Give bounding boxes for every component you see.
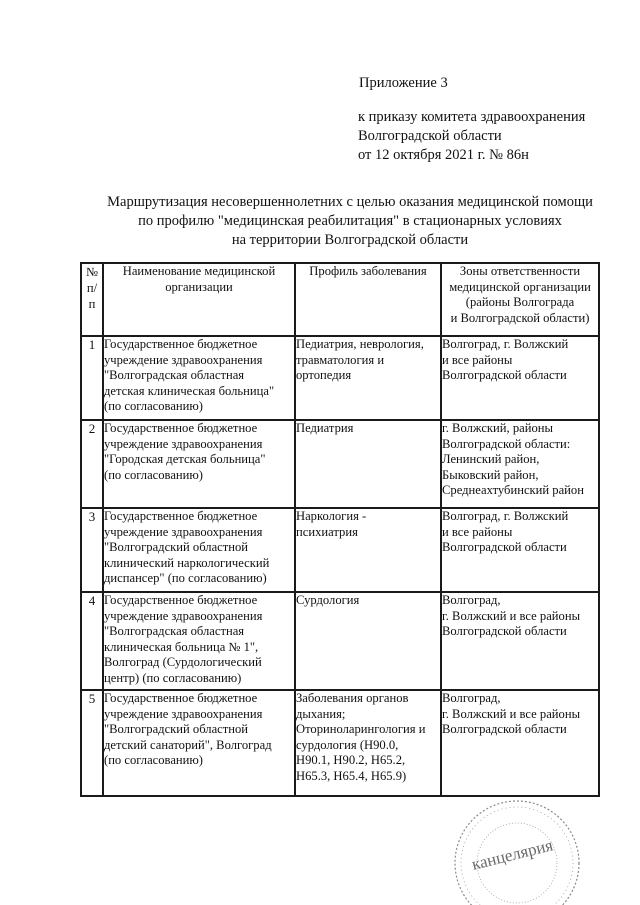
row-number: 4 bbox=[81, 592, 103, 690]
zones-cell: г. Волжский, районы Волгоградской области: Ленинский район, Быковский район, Среднеахтубинский район bbox=[441, 420, 599, 508]
zones-cell: Волгоград, г. Волжский и все районы Волгоградской области bbox=[441, 592, 599, 690]
header-zones: Зоны ответственности медицинской организации (районы Волгограда и Волгоградской области) bbox=[441, 263, 599, 336]
stamp-text: канцелярия bbox=[469, 835, 555, 874]
table-row bbox=[81, 420, 599, 508]
organization-cell: Государственное бюджетное учреждение здравоохранения "Городская детская больница" (по согласованию) bbox=[103, 420, 295, 508]
organization-cell: Государственное бюджетное учреждение здравоохранения "Волгоградский областной детский санаторий", Волгоград (по согласованию) bbox=[103, 690, 295, 796]
organization-cell: Государственное бюджетное учреждение здравоохранения "Волгоградская областная клиническая больница № 1", Волгоград (Сурдологический центр) (по согласованию) bbox=[103, 592, 295, 690]
table-row bbox=[81, 508, 599, 592]
title-line: по профилю "медицинская реабилитация" в стационарных условиях bbox=[138, 213, 562, 229]
document-title bbox=[60, 193, 640, 250]
zones-cell: Волгоград, г. Волжский и все районы Волгоградской области bbox=[441, 508, 599, 592]
header-organization: Наименование медицинской организации bbox=[103, 263, 295, 336]
profile-cell: Сурдология bbox=[295, 592, 441, 690]
zones-cell: Волгоград, г. Волжский и все районы Волгоградской области bbox=[441, 690, 599, 796]
order-line: к приказу комитета здравоохранения bbox=[358, 109, 586, 125]
profile-cell: Наркология - психиатрия bbox=[295, 508, 441, 592]
table-row bbox=[81, 592, 599, 690]
order-line: Волгоградской области bbox=[358, 128, 502, 144]
order-line: от 12 октября 2021 г. № 86н bbox=[358, 147, 529, 163]
routing-table bbox=[80, 262, 600, 797]
organization-cell: Государственное бюджетное учреждение здравоохранения "Волгоградская областная детская клиническая больница" (по согласованию) bbox=[103, 336, 295, 420]
appendix-label: Приложение 3 bbox=[359, 75, 448, 91]
table-row bbox=[81, 336, 599, 420]
row-number: 3 bbox=[81, 508, 103, 592]
header-number: № п/ п bbox=[81, 263, 103, 336]
organization-cell: Государственное бюджетное учреждение здравоохранения "Волгоградский областной клинический наркологический диспансер" (по согласованию) bbox=[103, 508, 295, 592]
office-stamp bbox=[447, 795, 583, 905]
table-header-row bbox=[81, 263, 599, 336]
row-number: 1 bbox=[81, 336, 103, 420]
title-line: на территории Волгоградской области bbox=[231, 232, 469, 248]
profile-cell: Педиатрия bbox=[295, 420, 441, 508]
title-line: Маршрутизация несовершеннолетних с целью оказания медицинской помощи bbox=[107, 194, 593, 210]
order-reference bbox=[358, 108, 585, 165]
profile-cell: Заболевания органов дыхания; Оториноларингология и сурдология (H90.0, H90.1, H90.2, H65.2, H65.3, H65.4, H65.9) bbox=[295, 690, 441, 796]
profile-cell: Педиатрия, неврология, травматология и ортопедия bbox=[295, 336, 441, 420]
row-number: 5 bbox=[81, 690, 103, 796]
row-number: 2 bbox=[81, 420, 103, 508]
table-row bbox=[81, 690, 599, 796]
zones-cell: Волгоград, г. Волжский и все районы Волгоградской области bbox=[441, 336, 599, 420]
header-profile: Профиль заболевания bbox=[295, 263, 441, 336]
